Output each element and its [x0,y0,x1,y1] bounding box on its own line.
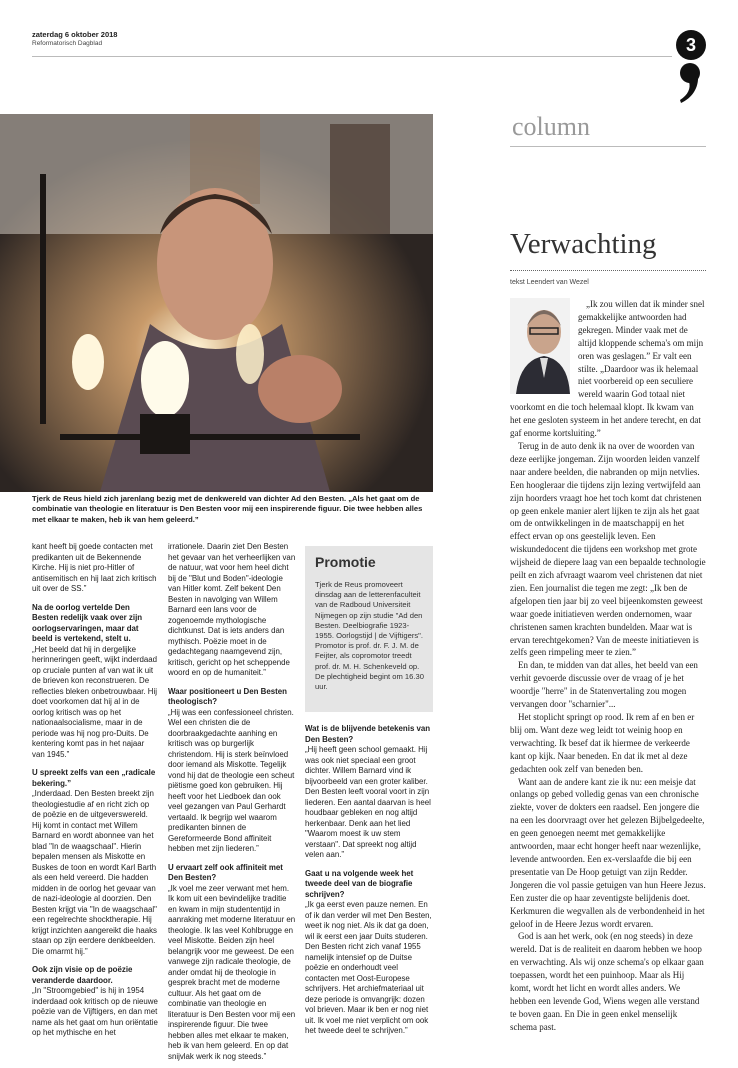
feature-photo [0,114,433,492]
column-paragraph: „Ik zou willen dat ik minder snel gemakkelijke antwoorden had gekregen. Minder vaak met de altijd kloppende schema's om mijn oren was geslagen.” Er valt een stilte. „Daardoor was ik helemaal niet voorbereid op een seculiere wereld waarin God totaal niet voorkomt en die toch helemaal klopt. Ik kwam van het ene gesloten systeem in het andere terecht, en dat gaf enorme kortsluiting.” [510,299,705,439]
photo-caption: Tjerk de Reus hield zich jarenlang bezig met de denkwereld van dichter Ad den Besten. „Als het gaat om de combinatie van theologie en literatuur is Den Besten voor mij een inspirerende figuur. Die twee hebben alles met elkaar te maken, heb ik van hem geleerd.” [32,494,423,524]
header-divider [32,56,672,57]
edition-date: zaterdag 6 oktober 2018 [32,30,118,39]
promo-box [305,546,433,712]
question-heading: U ervaart zelf ook affiniteit met Den Besten? [168,862,283,882]
question-heading: Waar positioneert u Den Besten theologisch? [168,686,287,706]
answer-paragraph: „Ik ga eerst even pauze nemen. En of ik dan verder wil met Den Besten, weet ik nog niet. Als ik dat ga doen, wil ik eerst een jaar Duits studeren. Den Besten richt zich vanaf 1955 namelijk intensief op de Duitse poëzie en onderhoudt veel contacten met Oost-Europese schrijvers. Het archiefmateriaal uit deze periode is omvangrijk: dozen vol brieven. Maar ik ben er nog niet uit. Ik voel me niet verplicht om ook het tweede deel te schrijven.” [305,900,432,1035]
section-label: column [512,112,590,141]
question-heading: Wat is de blijvende betekenis van Den Besten? [305,724,431,744]
column-title: Verwachting [510,228,657,260]
column-paragraph: God is aan het werk, ook (en nog steeds) in deze wereld. Dat is de realiteit en daarom hebben we hoop en verwachting. Als wij onze schema's op elkaar gaan toepassen, wordt het een puinhoop. Maar als Hij komt, wordt het licht en wordt alles anders. We hebben een levende God, Wiens wegen alle verstand te boven gaan. En Die in geen enkel menselijk schema past. [510,931,704,1032]
interview-column-1 [32,542,158,1039]
column-paragraph: En dan, te midden van dat alles, het beeld van een verhit gevoerde discussie over de vraag of je het woordje "herre" in de Statenvertaling zou mogen vervangen door "scharnier"... [510,660,698,710]
answer-paragraph: „Ik voel me zeer verwant met hem. Ik kom uit een bevindelijke traditie en kwam in mijn studententijd in aanraking met moderne literatuur en theologie. Ik las veel Kohlbrugge en veel Miskotte. Beiden zijn heel belangrijk voor me geweest. De een vanwege zijn radicale theologie, de ander omdat hij de theologie in gesprek bracht met de moderne cultuur. Als het gaat om de combinatie van theologie en literatuur is Den Besten voor mij een inspirerende figuur. Die twee hebben alles met elkaar te maken, heb ik van hem geleerd. En op dat snijvlak werk ik nog steeds.” [168,883,296,1061]
page-number-badge: 3 [676,30,706,60]
answer-paragraph: „Inderdaad. Den Besten breekt zijn theologiestudie af en richt zich op de poëzie en de uitgeverswereld. Hij komt in contact met Willem Barnard en wordt abonnee van het blad "In de waagschaal". Hierin bepalen mensen als Miskotte en Buskes de toon en wordt Karl Barth als een held vereerd. Die hadden midden in de oorlog het gevaar van de nazi-ideologie al doorzien. Den Besten krijgt via "In de waagschaal" een regelrechte shocktherapie. Hij krijgt inzichten aangereikt die haaks staan op zijn eerdere denkbeelden. Die omarmt hij.” [32,789,158,956]
column-paragraph: Want aan de andere kant zie ik nu: een meisje dat onlangs op gebed volledig genas van een chronische ziekte, vover de dokters een raadsel. Een jongere die na een les doorvraagt over het gelezen Bijbelgedeelte, en geen genoegen neemt met gemakkelijke antwoorden, maar echt honger heeft naar wezenlijke, levende antwoorden. Een ex-verslaafde die bij een presentatie van De Hoop getuigt van zijn Redder. Jongeren die vol passie getuigen van hun Heere Jezus. Een zuster die op haar zeventigste belijdenis doet. Kerkmuren die wegvallen als de verbondenheid in het geloof in de Heere Jezus wordt ervaren. [510,776,706,929]
interview-column-3 [305,724,433,1037]
comma-logo-icon [678,62,702,104]
promo-title: Promotie [315,554,376,570]
author-portrait [510,298,570,394]
column-paragraph: Het stoplicht springt op rood. Ik rem af en ben er blij om. Want deze weg leidt tot weinig hoop en verwachting. Ik besef dat ik hiermee de verkeerde kant op kijk. Naar beneden. En dat ik met al deze gedachten ook zelf van beneden ben. [510,712,695,774]
question-heading: Ook zijn visie op de poëzie veranderde daardoor. [32,965,133,985]
answer-paragraph: „Hij heeft geen school gemaakt. Hij was ook niet speciaal een groot dichter. Willem Barnard vind ik bijvoorbeeld van een groter kaliber. Den Besten leeft vooral voort in zijn liederen. Een aantal daarvan is heel houdbaar gebleken en nog altijd herkenbaar. Denk aan het lied "Waarom moest ik uw stem verstaan". Dat spreekt nog altijd velen aan.” [305,745,431,859]
section-divider [510,146,706,147]
newspaper-name: Reformatorisch Dagblad [32,40,103,47]
question-heading: Gaat u na volgende week het tweede deel van de biografie schrijven? [305,868,414,899]
answer-paragraph: irrationele. Daarin ziet Den Besten het gevaar van het verheerlijken van de natuur, wat voor hem heel dicht bij de "Blut und Boden"-ideologie van Hitler komt. Zelf bekent Den Besten in navolging van Willem Barnard een lans voor de zogenoemde mythologische dichtkunst. Dat is iets anders dan mythisch. Poëzie moet in de gedachtegang naamgevend zijn, kritisch, gericht op het scheppende woord en op de humaniteit.” [168,542,296,677]
answer-paragraph: „Hij was een confessioneel christen. Wel een christen die de doorbraakgedachte aanhing en kritisch was op burgerlijk christendom. Hij is sterk beïnvloed door iemand als Miskotte. Tegelijk vond hij dat de theologie een scheut piëtisme goed kon gebruiken. Hij heeft voor het Liedboek dan ook veel gezangen van Paul Gerhardt vertaald. Ik begrijp wel waarom predikanten binnen de Gereformeerde Bond affiniteit hebben met zijn liederen.” [168,707,295,853]
portrait-float [510,298,572,398]
interview-column-2 [168,542,296,1062]
question-heading: Na de oorlog vertelde Den Besten redelijk vaak over zijn oorlogservaringen, maar dat beeld is vertekend, stelt u. [32,602,143,643]
promo-text: Tjerk de Reus promoveert dinsdag aan de letterenfaculteit van de Radboud Universiteit Nijmegen op zijn studie "Ad den Besten. Deelbiografie 1923-1955. Oorlogstijd | de Vijftigers". Promotor is prof. dr. F. J. M. de Feijter, als copromotor treedt prof. dr. M. H. Schenkeveld op. De plechtigheid begint om 16.30 uur. [315,580,424,692]
question-heading: U spreekt zelfs van een „radicale bekering.” [32,768,156,788]
column-paragraph: Terug in de auto denk ik na over de woorden van deze eerlijke jongeman. Zijn woorden leiden vanzelf naar andere beelden, die nabranden op mijn netvlies. Een hoogleraar die tijdens zijn lezing vertwijfeld aan zijn hoorders vraagt hoe het toch komt dat christenen op geen enkele manier alert lijken te zijn als het gaat om de ontwikkelingen in de maatschappij en het effect ervan op ons geestelijk leven. Een wiskundedocent die tijdens een workshop met grote wijsheid de diepere laag van een bepaalde technologie peilt en zich afvraagt waarom veel christenen dat niet zien. Een journalist die tegen me zegt: „Ik ben de afgelopen tien jaar bij zo veel bijeenkomsten geweest waar goede initiatieven werden ondernomen, waar christenen samen krachten bundelden. Maar wat is ervan terechtgekomen? Van de meeste initiatieven is zelfs geen rimpeling meer te zien.” [510,440,706,658]
answer-paragraph: kant heeft bij goede contacten met predikanten uit de Bekennende Kirche. Hij is niet pro-Hitler of antisemitisch en hij laat zich kritisch uit over de SS.” [32,542,157,593]
answer-paragraph: „Het beeld dat hij in dergelijke herinneringen geeft, wijkt inderdaad op cruciale punten af van wat ik uit de brieven kon reconstrueren. De reflecties bleken onbetrouwbaar. Hij doet voorkomen dat hij al in de oorlog kritisch was op het nationaalsocialisme, maar in de periode was hij nog pro-Duits. De kentering komt pas in het najaar van 1945.” [32,644,158,759]
answer-paragraph: „In "Stroomgebied" is hij in 1954 inderdaad ook kritisch op de nieuwe poëzie van de Vijftigers, en dan met name als het gaat om hun oriëntatie op het mythische en het [32,986,158,1037]
title-dotted-divider [510,270,706,271]
byline: tekst Leendert van Wezel [510,279,589,286]
column-body [510,298,706,1034]
